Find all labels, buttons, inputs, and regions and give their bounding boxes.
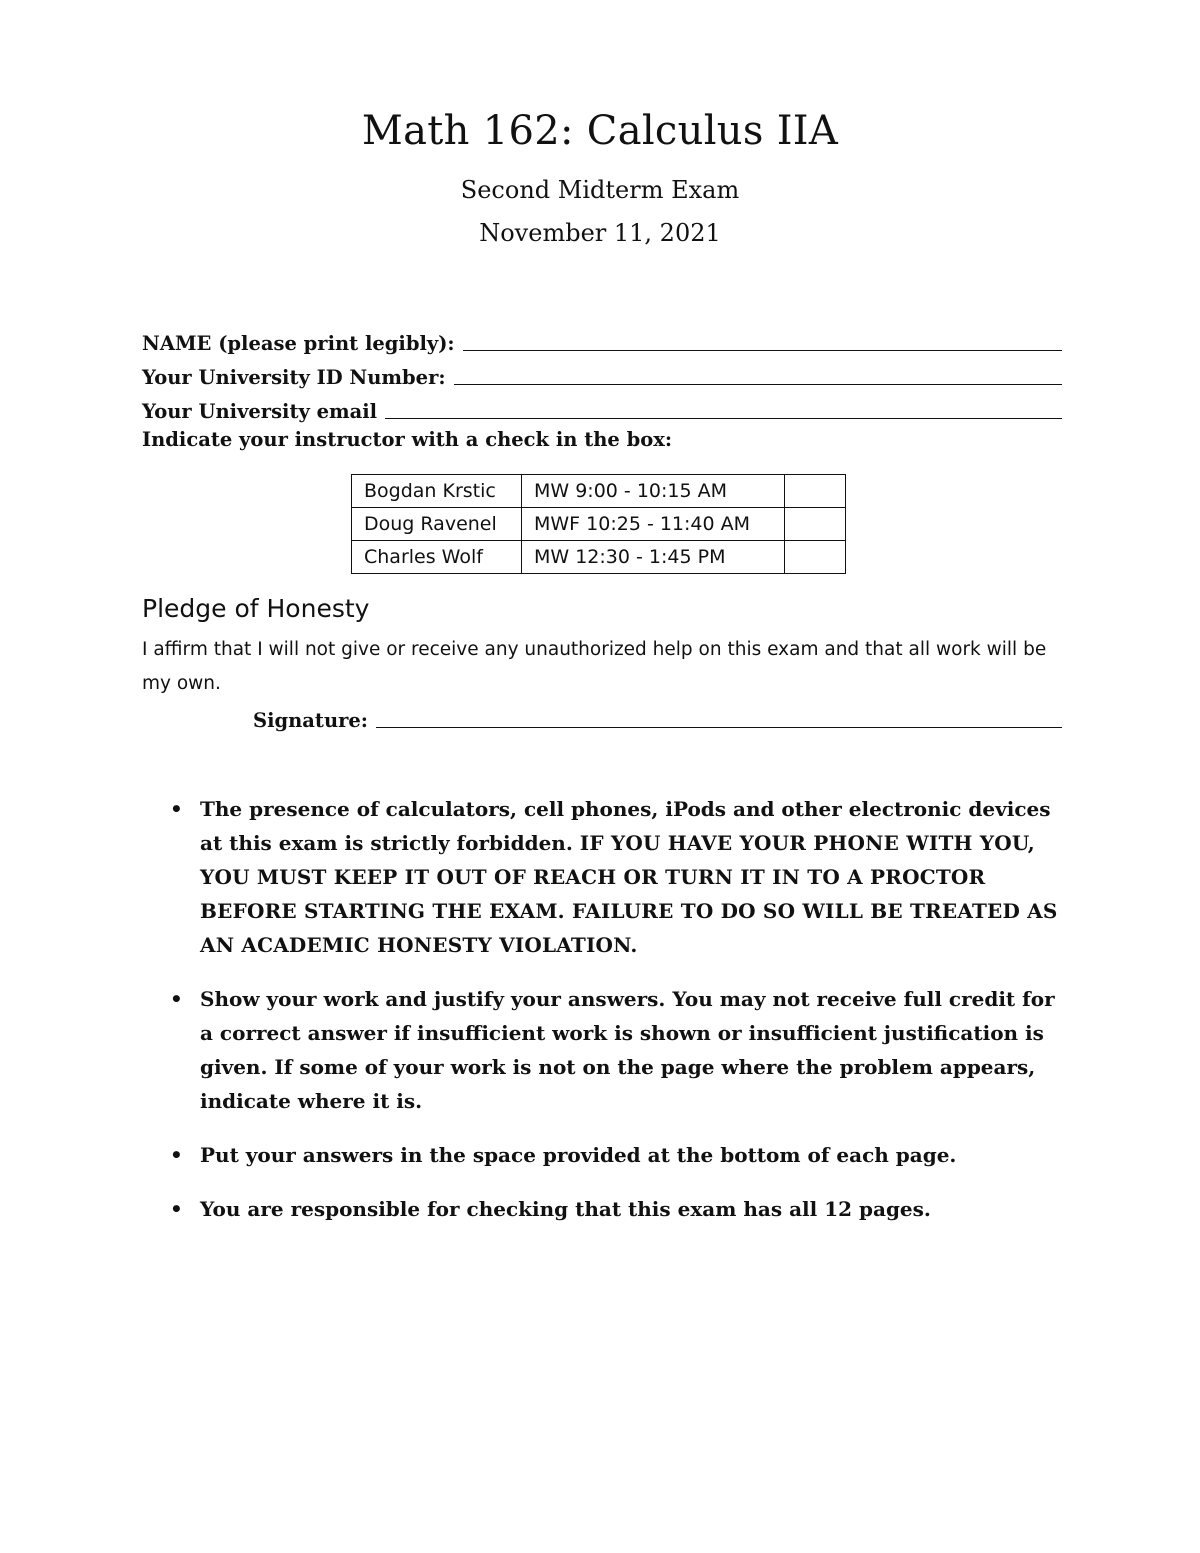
id-field-label: Your University ID Number: xyxy=(142,366,446,389)
instructor-checkbox[interactable] xyxy=(785,508,846,541)
pledge-heading: Pledge of Honesty xyxy=(142,594,370,623)
table-row xyxy=(352,475,846,508)
exam-subtitle: Second Midterm Exam xyxy=(460,176,740,204)
signature-row xyxy=(253,702,1062,732)
instruction-text: The presence of calculators, cell phones, iPods and other electronic devices at this exam is strictly forbidden. xyxy=(200,797,1051,855)
instructor-time: MWF 10:25 - 11:40 AM xyxy=(522,508,785,541)
email-field-row xyxy=(142,393,1062,423)
list-item xyxy=(170,1138,1062,1172)
instruction-text: You are responsible for checking that this exam has all 12 pages. xyxy=(200,1197,931,1221)
instructor-table xyxy=(351,474,846,574)
instruction-emphasis: IF YOU HAVE YOUR PHONE WITH YOU, YOU MUST KEEP IT OUT OF REACH OR TURN IT IN TO A PROCTOR BEFORE STARTING THE EXAM. FAILURE TO DO SO WILL BE TREATED AS AN ACADEMIC HONESTY VIOLATION. xyxy=(200,831,1058,957)
instructor-name: Charles Wolf xyxy=(352,541,522,574)
name-field-line[interactable] xyxy=(463,350,1062,351)
instructor-checkbox[interactable] xyxy=(785,541,846,574)
instructor-name: Bogdan Krstic xyxy=(352,475,522,508)
instructor-prompt: Indicate your instructor with a check in the box: xyxy=(142,428,673,451)
exam-title: Math 162: Calculus IIA xyxy=(361,108,839,154)
table-row xyxy=(352,541,846,574)
instructor-name: Doug Ravenel xyxy=(352,508,522,541)
signature-line[interactable] xyxy=(376,727,1062,728)
table-row xyxy=(352,508,846,541)
instruction-text: Put your answers in the space provided at the bottom of each page. xyxy=(200,1143,957,1167)
id-field-line[interactable] xyxy=(454,384,1062,385)
name-field-label: NAME (please print legibly): xyxy=(142,332,455,355)
pledge-text: I affirm that I will not give or receive any unauthorized help on this exam and that all work will be my own. xyxy=(142,639,1047,694)
list-item xyxy=(170,792,1062,962)
name-field-row xyxy=(142,325,1062,355)
list-item xyxy=(170,1192,1062,1226)
instruction-text: Show your work and justify your answers. You may not receive full credit for a correct answer if insufficient work is shown or insufficient justification is given. If some of your work is not on the page where the problem appears, indicate where it is. xyxy=(200,987,1055,1113)
instructor-checkbox[interactable] xyxy=(785,475,846,508)
signature-label: Signature: xyxy=(253,709,369,732)
list-item xyxy=(170,982,1062,1118)
email-field-line[interactable] xyxy=(385,418,1062,419)
exam-date: November 11, 2021 xyxy=(479,219,721,247)
instructions-list xyxy=(170,792,1062,1246)
id-field-row xyxy=(142,359,1062,389)
instructor-time: MW 9:00 - 10:15 AM xyxy=(522,475,785,508)
instructor-time: MW 12:30 - 1:45 PM xyxy=(522,541,785,574)
email-field-label: Your University email xyxy=(142,400,378,423)
